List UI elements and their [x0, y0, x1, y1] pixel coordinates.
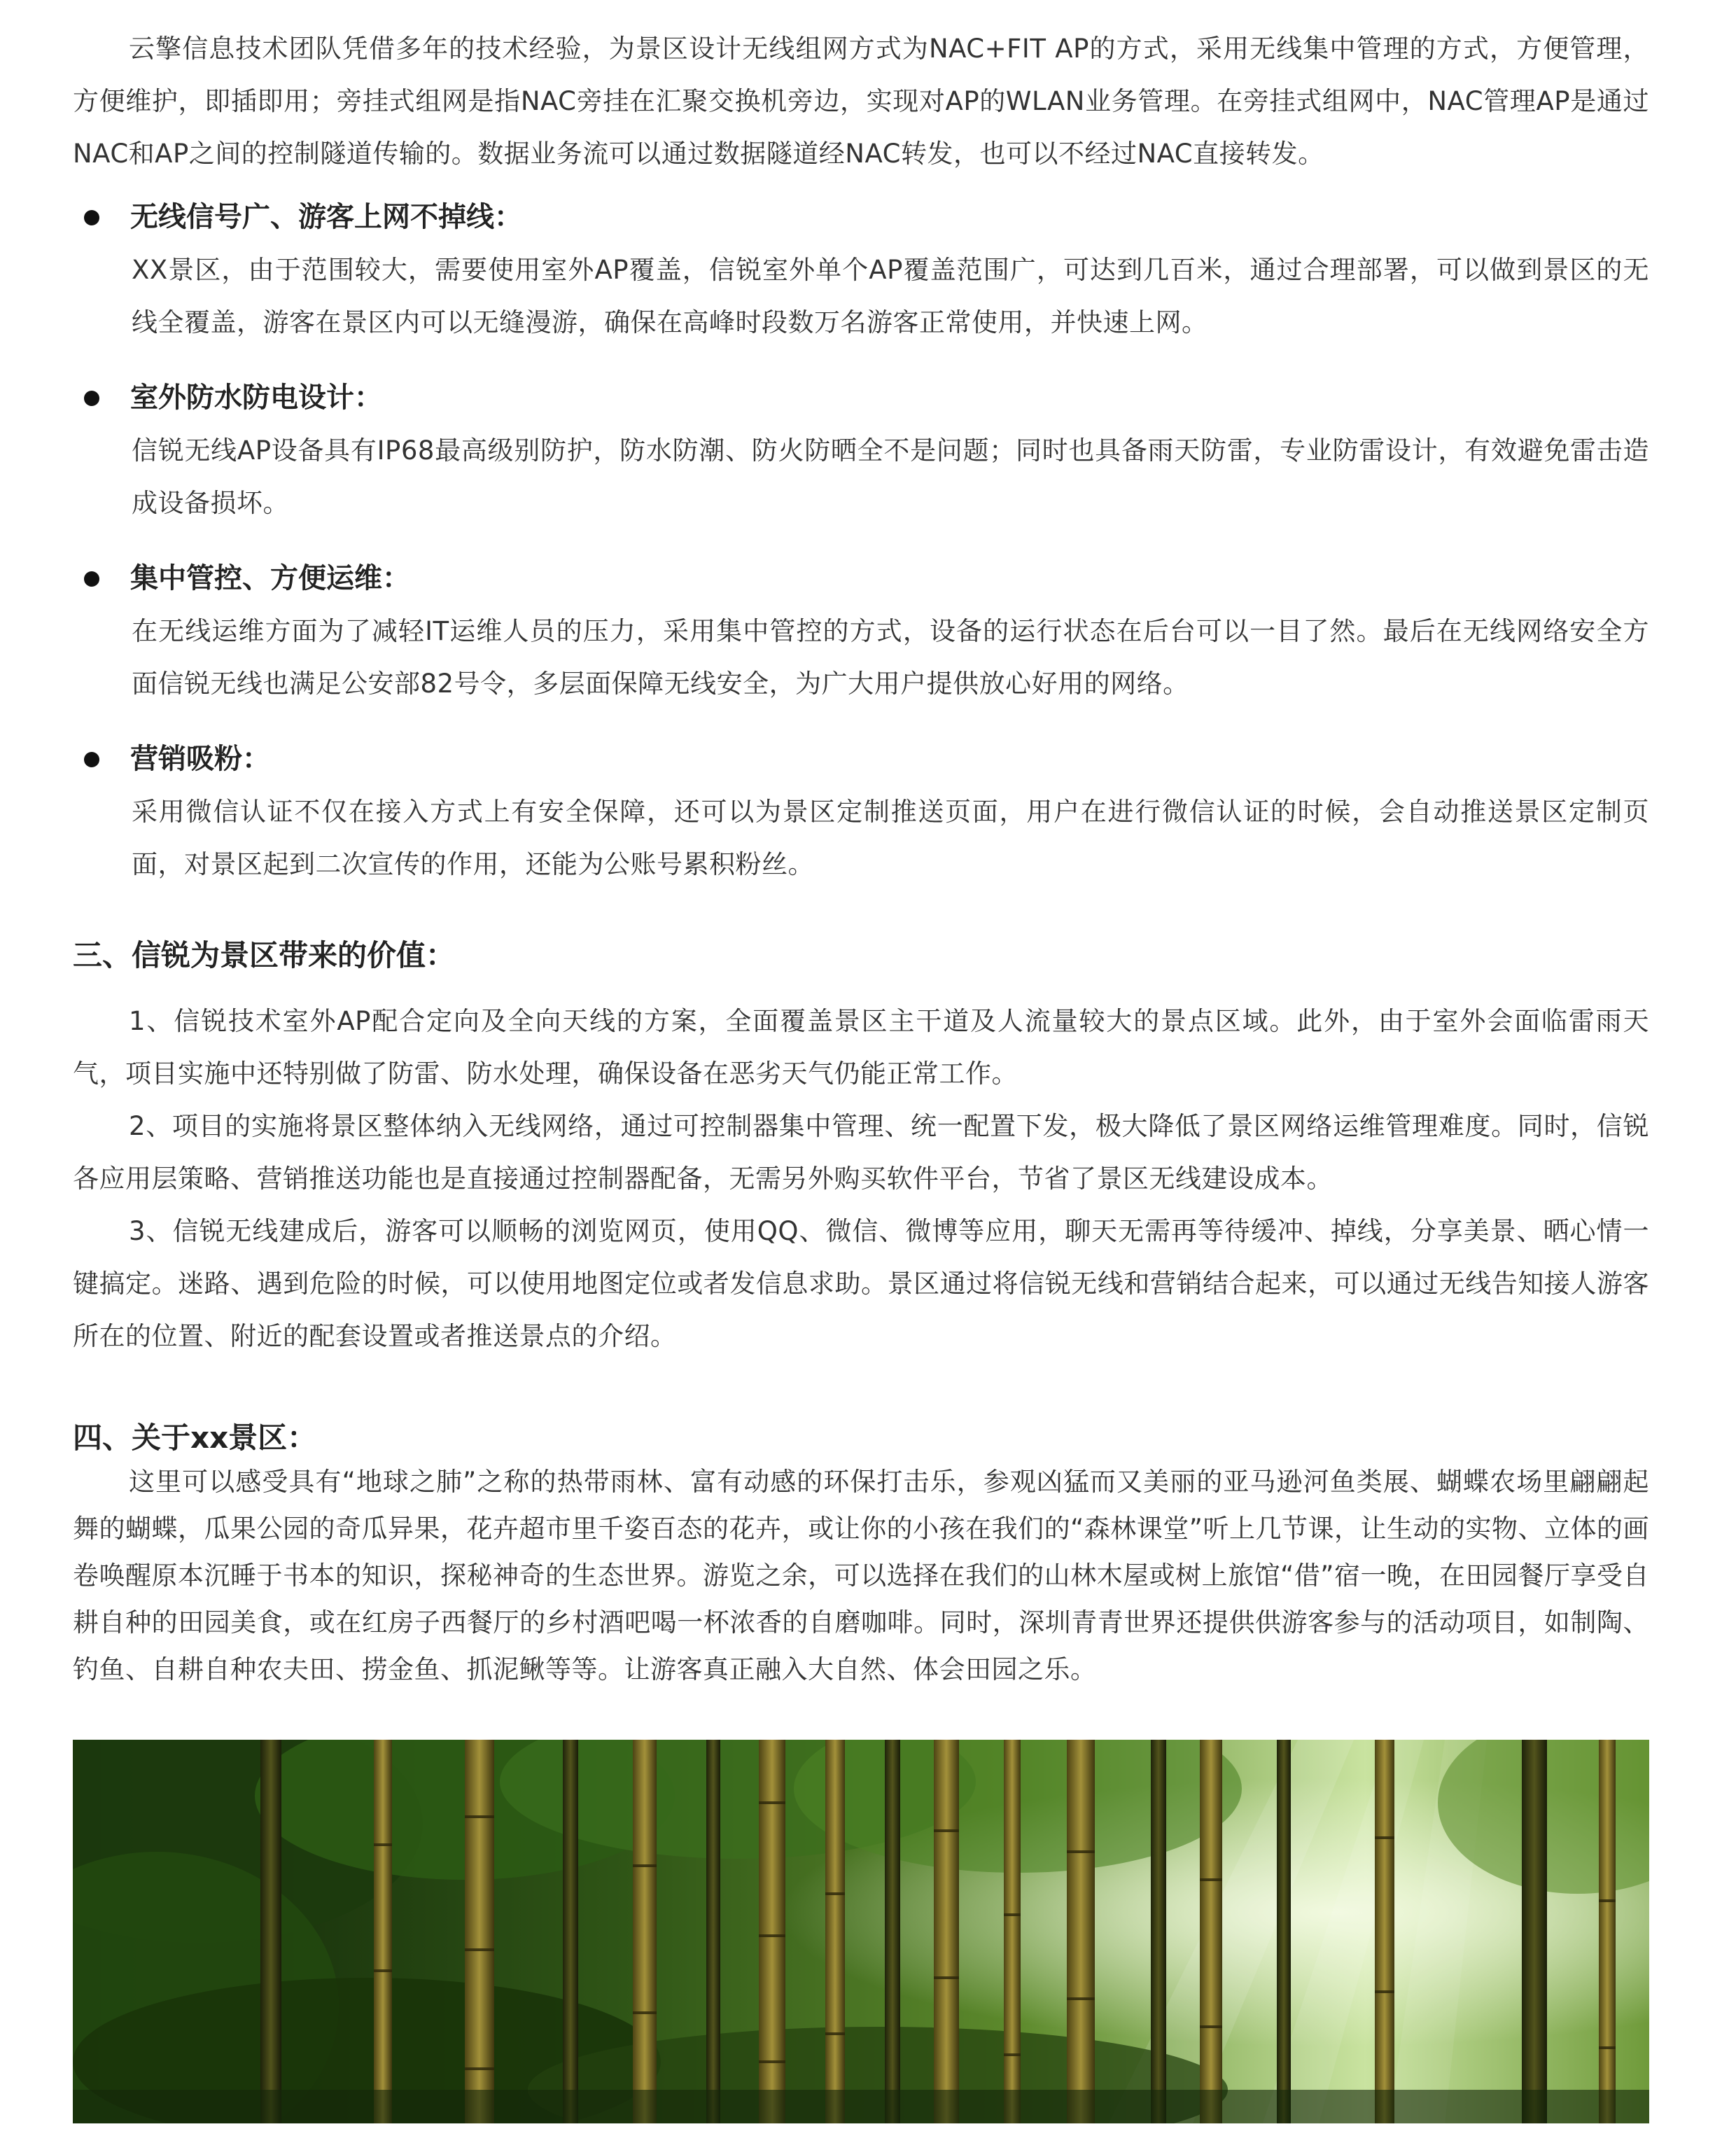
bullet-icon	[84, 571, 99, 587]
feature-title: 无线信号广、游客上网不掉线：	[130, 201, 522, 233]
bamboo-forest-photo	[73, 1740, 1649, 2123]
feature-body-management: 在无线运维方面为了减轻IT运维人员的压力，采用集中管控的方式，设备的运行状态在后台可以一目了然。最后在无线网络安全方面信锐无线也满足公安部82号令，多层面保障无线安全，为广大用户提供放心好用的网络。	[132, 616, 1649, 699]
about-paragraph: 这里可以感受具有“地球之肺”之称的热带雨林、富有动感的环保打击乐，参观凶猛而又美丽的亚马逊河鱼类展、蝴蝶农场里翩翩起舞的蝴蝶，瓜果公园的奇瓜异果，花卉超市里千姿百态的花卉，或让你的小孩在我们的“森林课堂”听上几节课，让生动的实物、立体的画卷唤醒原本沉睡于书本的知识，探秘神奇的生态世界。游览之余，可以选择在我们的山林木屋或树上旅馆“借”宿一晚，在田园餐厅享受自耕自种的田园美食，或在红房子西餐厅的乡村酒吧喝一杯浓香的自磨咖啡。同时，深圳青青世界还提供供游客参与的活动项目，如制陶、钓鱼、自耕自种农夫田、捞金鱼、抓泥鳅等等。让游客真正融入大自然、体会田园之乐。	[73, 1467, 1649, 1684]
section-heading-about: 四、关于xx景区：	[73, 1420, 317, 1455]
feature-heading-waterproof	[84, 372, 382, 424]
feature-title: 营销吸粉：	[130, 743, 270, 775]
feature-title: 室外防水防电设计：	[130, 382, 382, 414]
feature-heading-management	[84, 552, 410, 605]
feature-body-marketing: 采用微信认证不仅在接入方式上有安全保障，还可以为景区定制推送页面，用户在进行微信认证的时候，会自动推送景区定制页面，对景区起到二次宣传的作用，还能为公账号累积粉丝。	[132, 797, 1649, 879]
feature-body-waterproof: 信锐无线AP设备具有IP68最高级别防护，防水防潮、防火防晒全不是问题；同时也具备雨天防雷，专业防雷设计，有效避免雷击造成设备损坏。	[132, 435, 1649, 518]
value-item-2: 2、项目的实施将景区整体纳入无线网络，通过可控制器集中管理、统一配置下发，极大降低了景区网络运维管理难度。同时，信锐各应用层策略、营销推送功能也是直接通过控制器配备，无需另外购买软件平台，节省了景区无线建设成本。	[73, 1111, 1649, 1194]
section-heading-value: 三、信锐为景区带来的价值：	[73, 938, 456, 972]
feature-heading-coverage	[84, 191, 522, 244]
intro-paragraph: 云擎信息技术团队凭借多年的技术经验，为景区设计无线组网方式为NAC+FIT AP的方式，采用无线集中管理的方式，方便管理，方便维护，即插即用；旁挂式组网是指NAC旁挂在汇聚交换机旁边，实现对AP的WLAN业务管理。在旁挂式组网中，NAC管理AP是通过NAC和AP之间的控制隧道传输的。数据业务流可以通过数据隧道经NAC转发，也可以不经过NAC直接转发。	[73, 34, 1649, 169]
bullet-icon	[84, 210, 99, 225]
bamboo-forest-illustration	[73, 1740, 1649, 2123]
bullet-icon	[84, 391, 99, 406]
value-item-1: 1、信锐技术室外AP配合定向及全向天线的方案，全面覆盖景区主干道及人流量较大的景点区域。此外，由于室外会面临雷雨天气，项目实施中还特别做了防雷、防水处理，确保设备在恶劣天气仍能正常工作。	[73, 1006, 1649, 1089]
value-item-3: 3、信锐无线建成后，游客可以顺畅的浏览网页，使用QQ、微信、微博等应用，聊天无需再等待缓冲、掉线，分享美景、晒心情一键搞定。迷路、遇到危险的时候，可以使用地图定位或者发信息求助。景区通过将信锐无线和营销结合起来，可以通过无线告知接人游客所在的位置、附近的配套设置或者推送景点的介绍。	[73, 1216, 1649, 1351]
bullet-icon	[84, 752, 99, 767]
feature-title: 集中管控、方便运维：	[130, 562, 410, 594]
feature-heading-marketing	[84, 733, 270, 786]
feature-body-coverage: XX景区，由于范围较大，需要使用室外AP覆盖，信锐室外单个AP覆盖范围广，可达到几百米，通过合理部署，可以做到景区的无线全覆盖，游客在景区内可以无缝漫游，确保在高峰时段数万名游客正常使用，并快速上网。	[132, 255, 1649, 337]
